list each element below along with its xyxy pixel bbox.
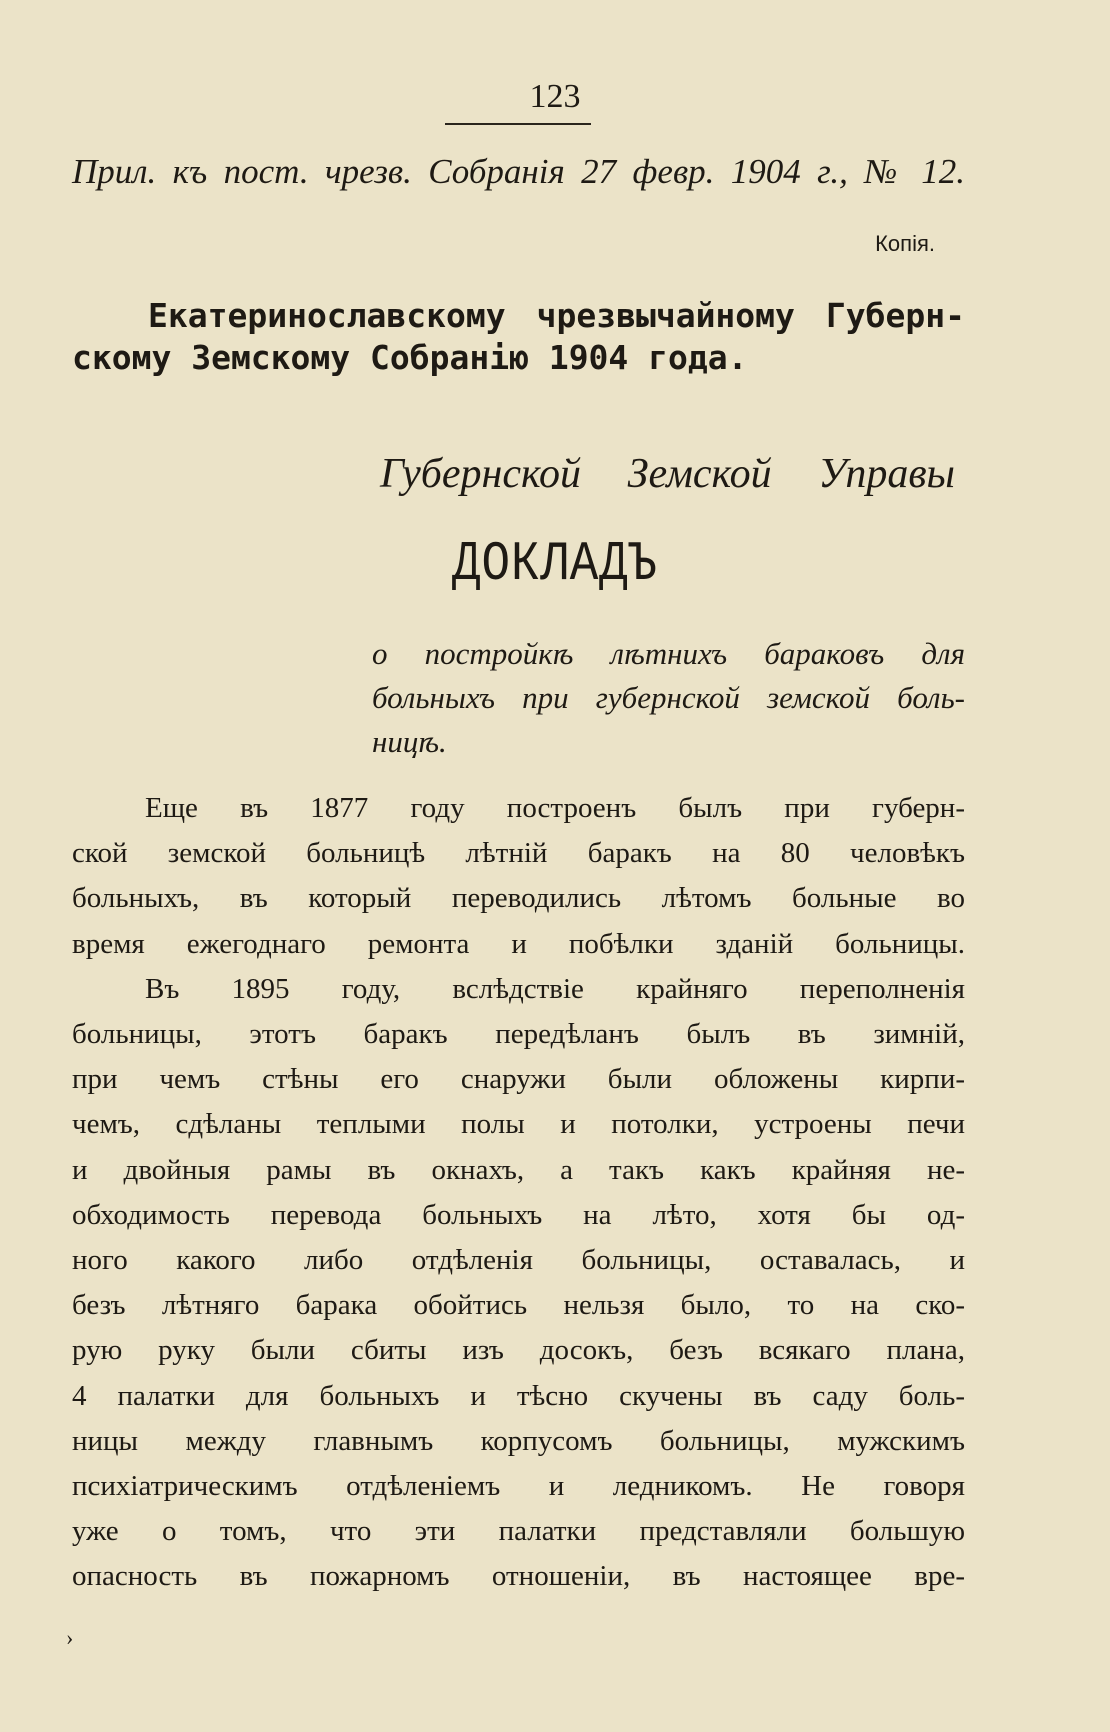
body-line: уже о томъ, что эти палатки представляли большую: [72, 1515, 965, 1548]
body-line: Въ 1895 году, вслѣдствіе крайняго переполненія: [145, 972, 965, 1005]
body-line: психіатрическимъ отдѣленіемъ и ледникомъ. Не говоря: [72, 1470, 965, 1502]
appendix-reference: Прил. къ пост. чрезв. Собранія 27 февр. 1904 г., № 12.: [72, 152, 965, 191]
body-line: при чемъ стѣны его снаружи были обложены кирпи-: [72, 1063, 965, 1096]
body-line: рую руку были сбиты изъ досокъ, безъ всякаго плана,: [72, 1334, 965, 1367]
body-line: 4 палатки для больныхъ и тѣсно скучены въ саду боль-: [72, 1379, 965, 1412]
addressee-line: Екатеринославскому чрезвычайному Губерн-: [148, 296, 965, 335]
copy-label: Копія.: [875, 231, 935, 256]
body-line: больныхъ, въ который переводились лѣтомъ больные во: [72, 882, 965, 915]
page-number: 123: [529, 78, 581, 115]
board-name: Губернской Земской Управы: [380, 451, 955, 497]
body-line: больницы, этотъ баракъ передѣланъ былъ въ зимній,: [72, 1018, 965, 1050]
subtitle-line: больныхъ при губернской земской боль-: [372, 680, 965, 715]
body-line: чемъ, сдѣланы теплыми полы и потолки, устроены печи: [72, 1108, 965, 1141]
body-line: и двойныя рамы въ окнахъ, а такъ какъ крайняя не-: [72, 1153, 965, 1186]
body-line: ницы между главнымъ корпусомъ больницы, мужскимъ: [72, 1424, 965, 1457]
body-line: ного какого либо отдѣленія больницы, оставалась, и: [72, 1244, 965, 1276]
body-line: Еще въ 1877 году построенъ былъ при губерн-: [145, 792, 965, 824]
addressee-line: скому Земскому Собранію 1904 года.: [72, 338, 748, 377]
body-line: ской земской больницѣ лѣтній баракъ на 80 человѣкъ: [72, 837, 965, 870]
header-rule: [445, 123, 591, 125]
body-line: обходимость перевода больныхъ на лѣто, хотя бы од-: [72, 1198, 965, 1231]
body-line: опасность въ пожарномъ отношеніи, въ настоящее вре-: [72, 1560, 965, 1593]
body-line: время ежегоднаго ремонта и побѣлки зданій больницы.: [72, 927, 965, 960]
subtitle-line: о постройкѣ лѣтнихъ бараковъ для: [372, 636, 965, 671]
body-line: безъ лѣтняго барака обойтись нельзя было, то на ско-: [72, 1289, 965, 1322]
subtitle-line: ницѣ.: [372, 724, 447, 759]
margin-mark: ›: [66, 1625, 74, 1650]
document-title: ДОКЛАДЪ: [452, 532, 658, 596]
